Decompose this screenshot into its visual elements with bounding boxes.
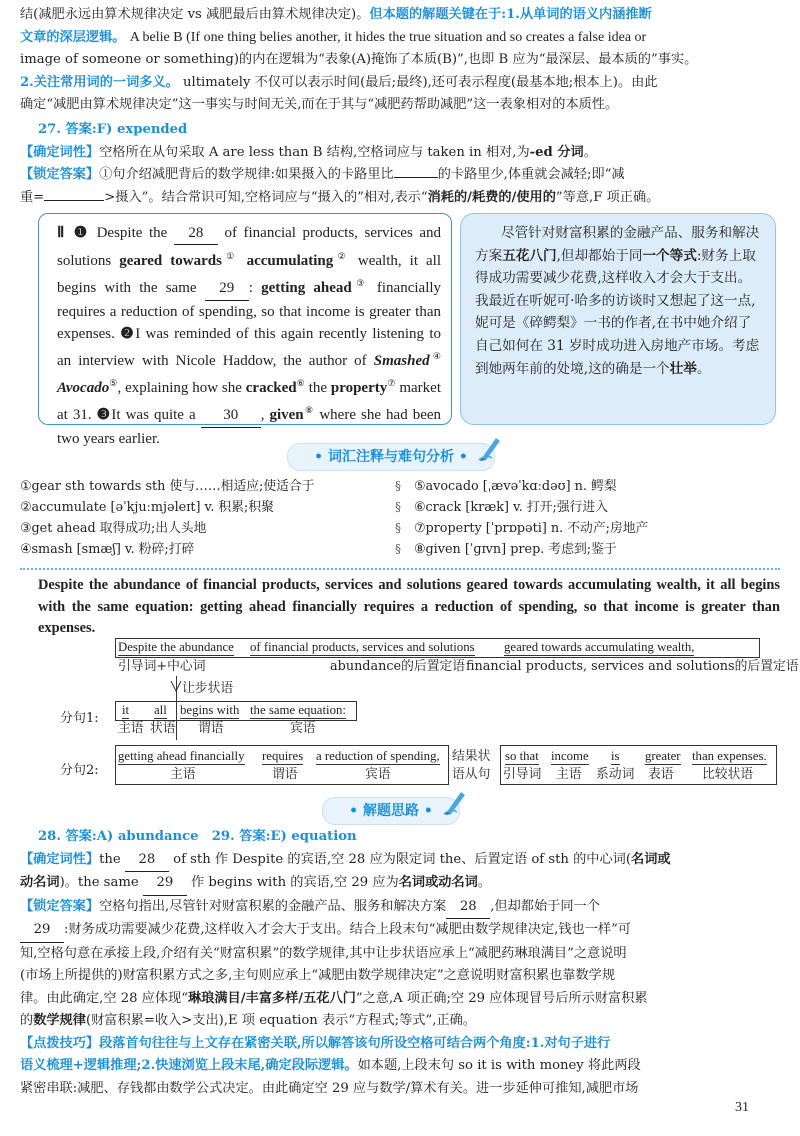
diagram-seg: the same equation:: [250, 703, 346, 717]
vocab-item: ⑤avocado [ˌævəˈkɑːdəʊ] n. 鳄梨: [414, 479, 617, 494]
diagram-seg: Despite the abundance: [118, 640, 234, 654]
vocab-item: ⑧given [ˈɡɪvn] prep. 考虑到;鉴于: [414, 542, 617, 557]
blank-28: 28: [174, 222, 218, 245]
diagram-label: 状语: [150, 721, 176, 736]
diagram-seg: requires: [262, 749, 304, 763]
vocab-section-header: • 词汇注释与难句分析 •: [287, 443, 495, 471]
clause2-label: 分句2:: [60, 763, 99, 778]
vocab-item: ③get ahead 取得成功;出人头地: [20, 521, 207, 536]
diagram-seg: it: [122, 703, 130, 717]
blank-29: 29: [205, 277, 249, 300]
dotted-divider: [20, 568, 780, 570]
diagram-seg: a reduction of spending,: [316, 749, 440, 763]
diagram-seg: is: [611, 749, 620, 763]
q27-answer: 27. 答案:F) expended: [38, 122, 188, 137]
top-paragraph: 结(减肥永远由算术规律决定 vs 减肥最后由算术规律决定)。但本题的解题关键在于:1.从单词的语义内涵推断 文章的深层逻辑。 A belie B (If one thing belies another, it hides the true situation and so creates a false idea or image of someone or something)的内在逻辑为“表象(A)掩饰了本质(B)”,也即 B 应为“最深层、最本质的”事实。 2.关注常用词的一词多义。 ultimately 不仅可以表示时间(最后;最终),还可表示程度(最基本地;根本上)。由此 确定“减肥由算术规律决定”这一事实与时间无关,而在于其与“减肥药帮助减肥”这一表象相对的本质性。: [20, 7, 698, 112]
blank-28-ref: 28: [125, 849, 169, 873]
blank-30: 30: [201, 404, 261, 427]
diagram-label: 引导词+中心词: [118, 659, 206, 674]
vocab-item: ⑦property [ˈprɒpəti] n. 不动产;房地产: [414, 521, 649, 536]
arrow-down-icon: [170, 681, 182, 693]
divider-squiggle: § § § §: [395, 479, 401, 556]
pen-icon: [478, 434, 504, 462]
q2829-answer: 28. 答案:A) abundance 29. 答案:E) equation: [38, 829, 357, 844]
pen-icon: [443, 788, 469, 816]
diagram-label: 结果状语从句: [452, 749, 491, 782]
blank-28-ref: 28: [446, 896, 490, 920]
long-sentence: Despite the abundance of financial products, services and solutions geared towards accumulating wealth, it all begins with the same equation: getting ahead financially requires a reduction of spending, so that income is greater than expenses.: [38, 577, 780, 636]
vocab-item: ②accumulate [əˈkjuːmjəleɪt] v. 积累;积聚: [20, 500, 274, 515]
diagram-label: 系动词: [596, 767, 635, 782]
q2829-block: 28. 答案:A) abundance 29. 答案:E) equation 【确定词性】the 28 of sth 作 Despite 的宾语,空 28 应为限定词 the、后置定语 of sth 的中心词(名词或 动名词)。the same 29 作 begins with 的宾语,空 29 应为名词或动名词。 【锁定答案】空格句指出,尽管针对财富积累的金融产品、服务和解决方案 28 ,但却都始于同一个 29 :财务成功需要减少花费,这样收入才会大于支出。结合上段末句“减肥由数学规律决定,钱也一样”可 知,空格句意在承接上段,介绍有关“财富积累”的数学规律,其中让步状语应承上“减肥药琳琅满目”之意说明 (市场上所提供的)财富积累方式之多,主句则应承上“减肥由数学规律决定”之意说明财富积累也靠数学规 律。由此确定,空 28 应体现“琳琅满目/丰富多样/五花八门”之意,A 项正确;空 29 应体现冒号后所示财富积累 的数学规律(财富积累=收入>支出),E 项 equation 表示“方程式;等式”,正确。 【点拨技巧】段落首句往往与上文存在紧密关联,所以解答该句所设空格可结合两个角度:1.对句子进行 语义梳理+逻辑推理;2.快速浏览上段末尾,确定段际逻辑。如本题,上段末句 so it is with money 将此两段 紧密串联:减肥、存钱都由数学公式决定。由此确定空 29 应与数学/算术有关。进一步延伸可推知,减肥市场: [38, 826, 780, 1100]
vocab-item: ⑥crack [kræk] v. 打开;强行进入: [414, 500, 609, 515]
diagram-label: 表语: [648, 767, 674, 782]
diagram-seg: all: [154, 703, 167, 717]
diagram-label: 主语: [170, 767, 196, 782]
diagram-seg: so that: [505, 749, 539, 763]
diagram-label: financial products, services and solutions的后置定语: [466, 659, 799, 674]
diagram-seg: begins with: [180, 703, 240, 717]
vocab-list-right: [414, 476, 774, 560]
q27-block: 27. 答案:F) expended 【确定词性】空格所在从句采取 A are less than B 结构,空格词应与 taken in 相对,为-ed 分词。 【锁定答案】①句介绍减肥背后的数学规律:如果摄入的卡路里比 的卡路里少,体重就会减轻;即“减 重= >摄入”。结合常识可知,空格词应与“摄入的”相对,表示“消耗的/耗费的/使用的”等意,F 项正确。: [38, 119, 780, 209]
diagram-seg: greater: [645, 749, 681, 763]
diagram-label: 引导词: [503, 767, 542, 782]
diagram-seg: of financial products, services and solutions: [250, 640, 475, 654]
diagram-label: 宾语: [290, 721, 316, 736]
diagram-label: 比较状语: [702, 767, 754, 782]
diagram-label: 主语: [556, 767, 582, 782]
diagram-label: 主语: [118, 721, 144, 736]
diagram-seg: geared towards accumulating wealth,: [504, 640, 695, 654]
diagram-label: 让步状语: [182, 681, 234, 696]
diagram-seg: income: [551, 749, 589, 763]
diagram-label: abundance的后置定语: [330, 659, 466, 674]
clause1-label: 分句1:: [60, 711, 99, 726]
vocab-item: ④smash [smæʃ] v. 粉碎;打碎: [20, 542, 195, 557]
translation-box: 尽管针对财富积累的金融产品、服务和解决方案五花八门,但却都始于同一个等式:财务上取得成功需要减少花费,这样收入才会大于支出。我最近在听妮可·哈多的访谈时又想起了这一点,妮可是《碎鳄梨》一书的作者,在书中她介绍了自己如何在 31 岁时成功进入房地产市场。考虑到她两年前的处境,这的确是一个壮举。: [460, 213, 776, 425]
blank-29-ref: 29: [20, 919, 64, 943]
page-number: 31: [735, 1100, 749, 1115]
diagram-seg: getting ahead financially: [118, 749, 245, 763]
diagram-label: 宾语: [365, 767, 391, 782]
vocab-list-left: [20, 476, 380, 560]
blank-29-ref: 29: [143, 872, 187, 896]
passage-box: Ⅱ ❶ Despite the 28 of financial products, services and solutions geared towards① accumulating② wealth, it all begins with the same 29 : getting ahead③ financially requires a reduction of spending, so that income is greater than expenses. ❷I was reminded of this again recently listening to an interview with Nicole Haddow, the author of Smashed④ Avocado⑤, explaining how she cracked⑥ the property⑦ market at 31. ❸It was quite a 30 , given⑧ where she had been two years earlier.: [38, 213, 452, 425]
diagram-label: 谓语: [198, 721, 224, 736]
diagram-seg: than expenses.: [692, 749, 767, 763]
solve-section-header: • 解题思路 •: [322, 797, 460, 825]
diagram-label: 谓语: [272, 767, 298, 782]
vocab-item: ①gear sth towards sth 使与……相适应;使适合于: [20, 479, 315, 494]
